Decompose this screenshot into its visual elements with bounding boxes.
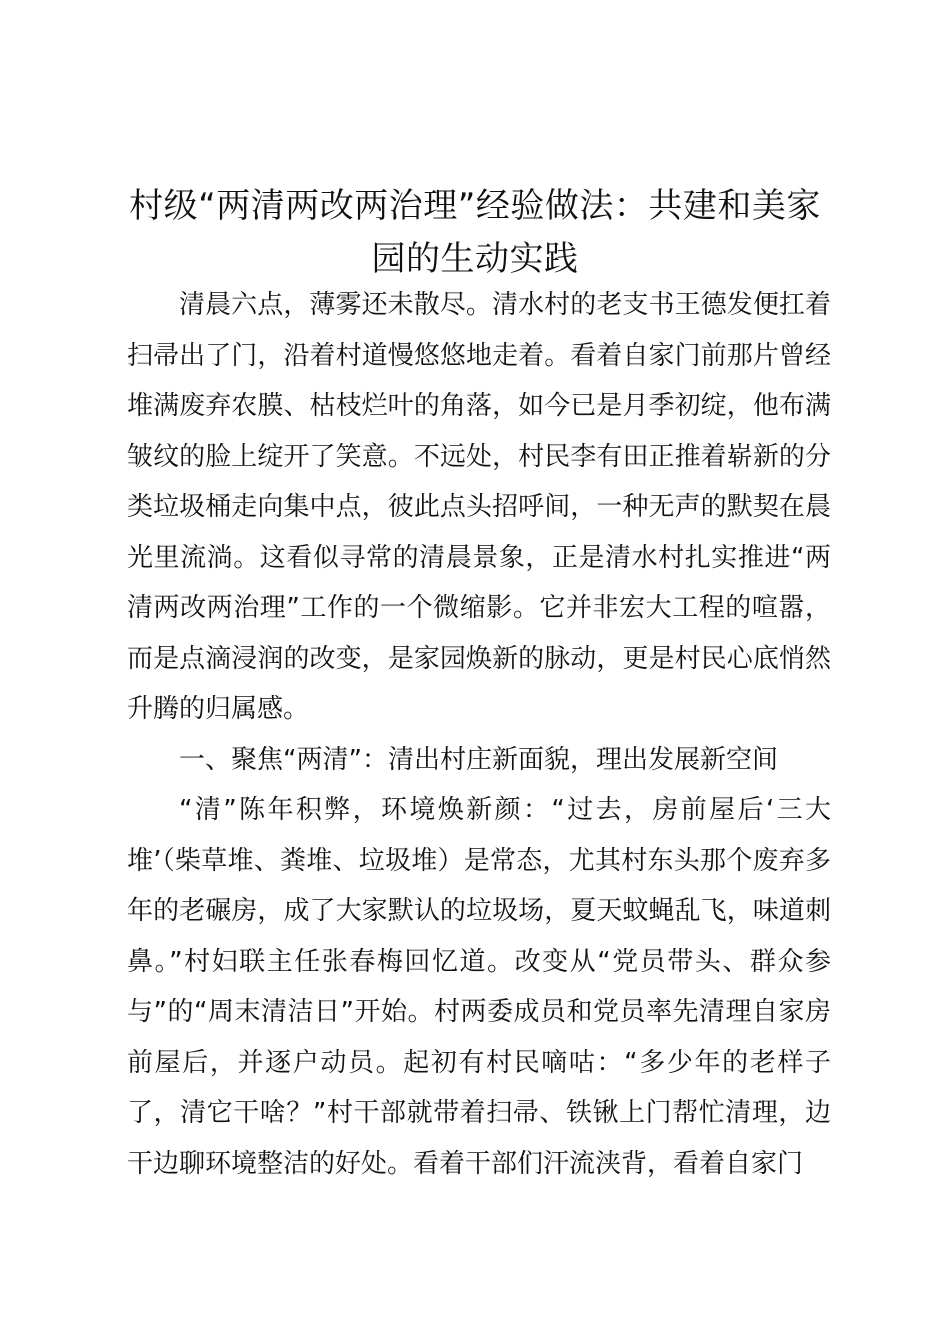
- section-paragraph: “清”陈年积弊，环境焕新颜：“过去，房前屋后‘三大堆’（柴草堆、粪堆、垃圾堆）是常态，尤其村东头那个废弃多年的老碾房，成了大家默认的垃圾场，夏天蚊蝇乱飞，味道刺鼻。”村妇联主任张春梅回忆道。改变从“党员带头、群众参与”的“周末清洁日”开始。村两委成员和党员率先清理自家房前屋后，并逐户动员。起初有村民嘀咕：“多少年的老样子了，清它干啥？”村干部就带着扫帚、铁锹上门帮忙清理，边干边聊环境整洁的好处。看着干部们汗流浃背，看着自家门: [127, 795, 831, 1179]
- section-heading: 一、聚焦“两清”：清出村庄新面貌，理出发展新空间: [179, 744, 778, 775]
- intro-paragraph: 清晨六点，薄雾还未散尽。清水村的老支书王德发便扛着扫帚出了门，沿着村道慢悠悠地走着。看着自家门前那片曾经堆满废弃农膜、枯枝烂叶的角落，如今已是月季初绽，他布满皱纹的脸上绽开了笑意。不远处，村民李有田正推着崭新的分类垃圾桶走向集中点，彼此点头招呼间，一种无声的默契在晨光里流淌。这看似寻常的清晨景象，正是清水村扎实推进“两清两改两治理”工作的一个微缩影。它并非宏大工程的喧嚣，而是点滴浸润的改变，是家园焕新的脉动，更是村民心底悄然升腾的归属感。: [127, 290, 831, 724]
- document-body: [127, 280, 831, 1189]
- document-title: 村级“两清两改两治理”经验做法：共建和美家园的生动实践: [129, 186, 821, 279]
